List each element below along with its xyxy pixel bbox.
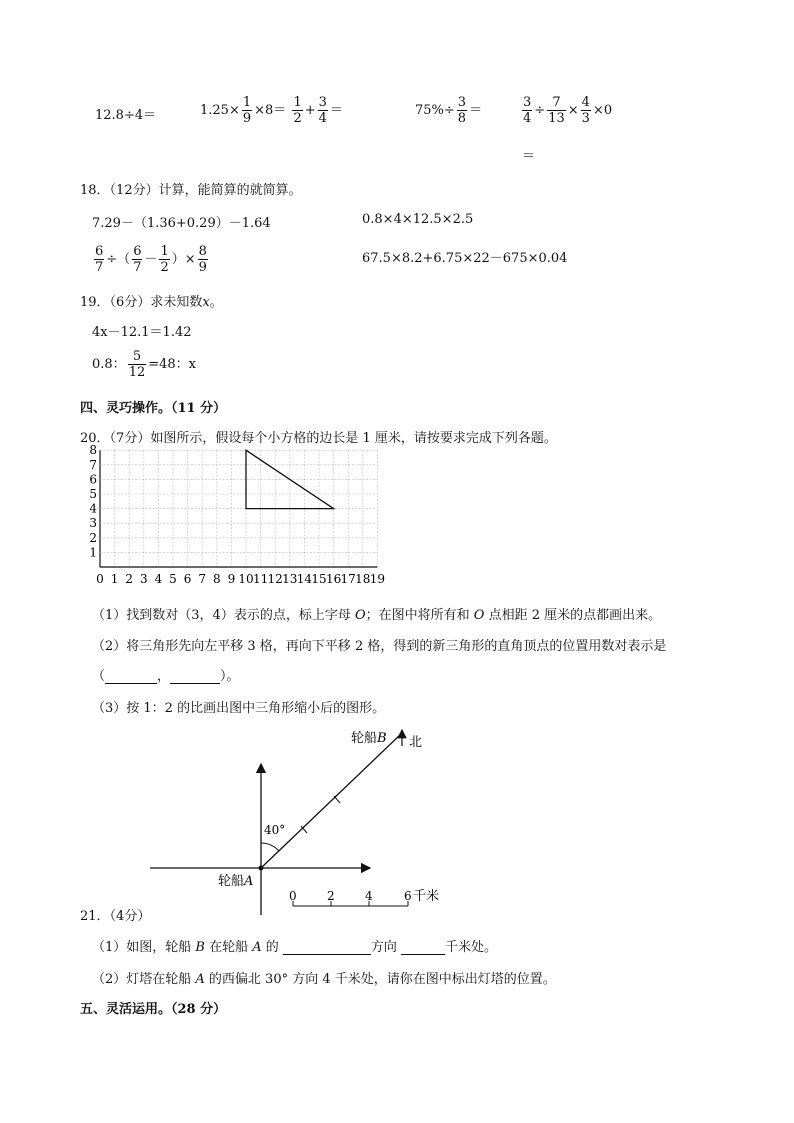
section5-heading: 五、灵活运用。（28 分） (80, 1002, 227, 1017)
numerator: 1 (160, 244, 169, 259)
eq-text: 0.8： (92, 357, 126, 372)
x-tick-label: 9 (227, 572, 236, 586)
angle-arc (261, 843, 279, 851)
angle-label: 40° (264, 823, 286, 837)
scale-unit: 千米 (413, 889, 440, 904)
eq-text: =48：x (148, 357, 197, 372)
q19-eq-b (92, 349, 196, 380)
section4-heading: 四、灵巧操作。（11 分） (80, 401, 227, 416)
text: 的西偏北 30° 方向 4 千米处，请你在图中标出灯塔的位置。 (204, 972, 556, 987)
q19-title (80, 291, 223, 310)
x-tick-label: 7 (198, 572, 207, 586)
numerator: 6 (133, 244, 142, 259)
text: （1）找到数对（3，4）表示的点，标上字母 (92, 608, 355, 623)
x-tick-label: 13 (282, 572, 298, 586)
scale-label: 2 (327, 889, 335, 903)
direction-blank[interactable] (283, 941, 371, 955)
text: （2）灯塔在轮船 (92, 972, 196, 987)
ship-a-letter: A (244, 874, 254, 889)
y-tick-label: 2 (89, 530, 97, 545)
denominator: 3 (581, 111, 590, 126)
x-tick-label: 3 (139, 572, 148, 586)
operator: ÷ (534, 103, 546, 118)
q19-title-text: 19．（6分）求未知数 (80, 295, 203, 310)
text: 在轮船 (204, 940, 253, 955)
ship-b-label (351, 730, 387, 746)
equals: ＝ (522, 149, 536, 164)
numerator: 1 (293, 95, 302, 110)
denominator: 9 (198, 260, 207, 275)
x-tick-label: 4 (154, 572, 163, 586)
expr-text: 12.8÷4＝ (95, 108, 157, 123)
y-tick-label: 8 (89, 443, 97, 458)
x-tick-label: 19 (369, 572, 386, 586)
denominator: 8 (457, 111, 467, 126)
x-tick-label: 6 (183, 572, 192, 586)
x-tick-label: 11 (252, 572, 269, 586)
text: 方向 (370, 940, 402, 955)
y-tick-label: 1 (89, 545, 97, 560)
x-tick-label: 15 (311, 572, 327, 586)
denominator: 4 (523, 111, 532, 126)
q18-expr-b: 0.8×4×12.5×2.5 (362, 212, 474, 227)
ship-a-label (218, 873, 253, 889)
denominator: 4 (318, 111, 327, 126)
numerator: 6 (95, 244, 104, 259)
q21-part2 (92, 968, 556, 987)
fraction (581, 95, 591, 126)
q20-part3: （3）按 1：2 的比画出图中三角形缩小后的图形。 (92, 701, 386, 716)
letter-o: O (473, 608, 485, 623)
numerator: 7 (552, 95, 561, 110)
coordinate-grid (89, 443, 390, 592)
q19-title-text: 。 (209, 295, 223, 310)
operator: × (567, 103, 579, 118)
y-tick-label: 7 (89, 457, 97, 472)
x-tick-label: 16 (325, 572, 342, 586)
q20-part1 (92, 604, 661, 623)
fraction (522, 95, 532, 126)
numerator: 8 (198, 244, 207, 259)
scale-label: 6 (404, 889, 412, 903)
fraction (198, 244, 208, 275)
numerator: 5 (132, 349, 142, 364)
operator: ）× (171, 252, 196, 267)
letter-o: O (354, 608, 366, 623)
comma: ， (157, 669, 171, 684)
tick (334, 796, 340, 803)
text: （1）如图，轮船 (92, 940, 196, 955)
numerator: 4 (581, 95, 590, 110)
expr-12-8-div-4 (95, 104, 156, 123)
denominator: 2 (293, 111, 302, 126)
fraction (292, 95, 302, 126)
x-tick-label: 18 (355, 572, 371, 586)
letter-a: A (195, 972, 205, 987)
y-tick-label: 4 (89, 501, 97, 516)
q19-eq-a (92, 321, 192, 340)
ship-b-text: 轮船 (351, 731, 378, 746)
equals: ＝ (469, 103, 483, 118)
expr-75-percent (415, 95, 482, 126)
fraction (242, 95, 252, 126)
x-tick-label: 8 (212, 572, 221, 586)
letter-b: B (195, 940, 205, 955)
x-tick-label: 1 (110, 572, 119, 586)
y-tick-label: 3 (89, 516, 97, 531)
ship-a-point (259, 866, 264, 871)
numerator: 3 (318, 95, 327, 110)
ship-b-letter: B (377, 731, 387, 746)
var-x: x (202, 295, 210, 310)
q18-expr-d: 67.5×8.2+6.75×22－675×0.04 (362, 251, 568, 266)
q18-expr-c (92, 244, 210, 275)
denominator: 7 (133, 260, 142, 275)
y-tick-label: 6 (89, 472, 97, 487)
fraction (94, 244, 104, 275)
denominator: 9 (242, 111, 252, 126)
expr-1-25-times-frac (200, 95, 343, 126)
scale-label: 0 (289, 889, 297, 903)
q21-part1 (92, 936, 497, 955)
ray-to-ship-b (261, 734, 401, 868)
denominator: 12 (128, 365, 146, 380)
fraction (128, 349, 147, 380)
x-tick-label: 10 (238, 572, 254, 586)
q20-part2-answer (92, 665, 240, 684)
text: 点相距 2 厘米的点都画出来。 (484, 608, 662, 623)
denominator: 7 (95, 260, 104, 275)
q21-title: 21．（4分） (80, 909, 151, 924)
q18-expr-a: 7.29－（1.36+0.29）－1.64 (92, 216, 271, 231)
x-tick-label: 17 (340, 572, 356, 586)
equals: ＝ (329, 103, 343, 118)
operator: ÷（ (106, 252, 131, 267)
fraction (547, 95, 566, 126)
x-tick-label: 14 (296, 572, 313, 586)
expr-text: 1.25× (200, 103, 240, 118)
answer-blank[interactable] (170, 670, 220, 684)
text: ；在图中将所有和 (365, 608, 474, 623)
text: 千米处。 (445, 940, 498, 955)
eq-var: 4x (92, 325, 108, 340)
q20-title: 20．（7分）如图所示，假设每个小方格的边长是 1 厘米，请按要求完成下列各题。 (80, 431, 557, 446)
operator: － (144, 252, 158, 267)
x-tick-label: 0 (96, 572, 104, 586)
scale-label: 4 (365, 889, 373, 903)
fraction (159, 244, 169, 275)
fraction (132, 244, 142, 275)
expr-frac-chain (520, 95, 612, 126)
north-label: 北 (409, 735, 423, 750)
text: 的 (261, 940, 283, 955)
x-tick-label: 5 (169, 572, 177, 586)
q18-title: 18．（12分）计算，能简算的就简算。 (80, 183, 302, 198)
expr-text: ×0 (592, 103, 613, 118)
x-tick-label: 2 (125, 572, 134, 586)
eq-text: －12.1＝1.42 (107, 325, 192, 340)
q20-part2: （2）将三角形先向左平移 3 格，再向下平移 2 格，得到的新三角形的直角顶点的位置用数对表示是 (92, 639, 667, 654)
ship-a-text: 轮船 (218, 874, 245, 889)
denominator: 2 (160, 260, 169, 275)
x-tick-label: 12 (267, 572, 283, 586)
expr-text: 75%÷ (415, 103, 455, 118)
operator: + (304, 103, 316, 118)
expr-equals-line (522, 145, 535, 164)
numerator: 3 (457, 95, 467, 110)
paren: ）。 (220, 669, 240, 684)
direction-diagram (140, 722, 460, 922)
distance-blank[interactable] (401, 941, 445, 955)
letter-a: A (252, 940, 262, 955)
fraction (318, 95, 328, 126)
numerator: 3 (523, 95, 532, 110)
expr-text: ×8＝ (254, 103, 287, 118)
numerator: 1 (242, 95, 252, 110)
answer-blank[interactable] (105, 670, 157, 684)
fraction (457, 95, 467, 126)
y-tick-label: 5 (89, 487, 97, 501)
denominator: 13 (548, 111, 565, 126)
paren: （ (92, 669, 106, 684)
